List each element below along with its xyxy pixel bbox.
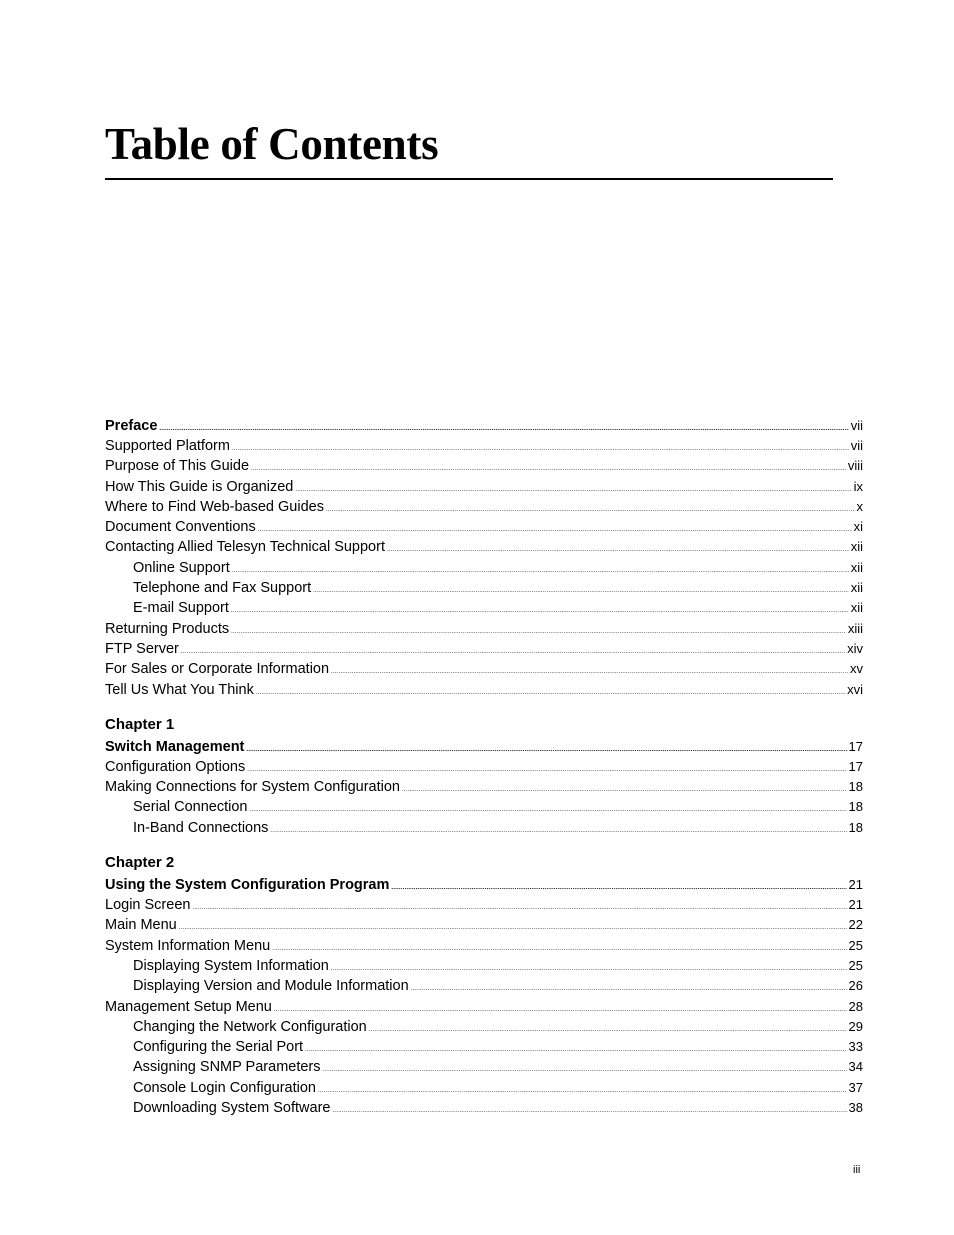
toc-entry[interactable]: [105, 915, 863, 935]
toc-entry[interactable]: [105, 1098, 863, 1118]
toc-entry[interactable]: [105, 436, 863, 456]
toc-entry[interactable]: [105, 456, 863, 476]
dot-leader: [332, 1101, 846, 1121]
toc-entry[interactable]: [105, 578, 863, 598]
toc-entry-page: xii: [850, 539, 863, 555]
toc-entry-page: xii: [850, 600, 863, 616]
toc-entry-page: xii: [850, 559, 863, 575]
toc-entry-label: Tell Us What You Think: [105, 681, 254, 698]
dot-leader: [232, 439, 849, 459]
toc-entry-page: 25: [848, 937, 863, 953]
toc-entry-page: 21: [848, 897, 863, 913]
toc-entry-label: In-Band Connections: [133, 819, 269, 836]
toc-entry[interactable]: [105, 598, 863, 618]
dot-leader: [402, 780, 847, 800]
toc-entry[interactable]: [105, 895, 863, 915]
toc-entry-label: Switch Management: [105, 738, 245, 755]
dot-leader: [305, 1040, 846, 1060]
toc-entry-page: 17: [848, 738, 863, 754]
toc-entry-label: Displaying System Information: [133, 957, 329, 974]
toc-entry-label: Displaying Version and Module Information: [133, 978, 409, 995]
dot-leader: [159, 419, 848, 440]
dot-leader: [179, 918, 847, 938]
toc-entry[interactable]: [105, 936, 863, 956]
toc-entry-page: xvi: [847, 681, 863, 697]
dot-leader: [246, 740, 846, 761]
toc-entry-label: Telephone and Fax Support: [133, 580, 312, 597]
toc-section-chapter-2: [105, 874, 863, 1118]
toc-entry-label: Purpose of This Guide: [105, 458, 250, 475]
toc-entry-page: vii: [850, 438, 863, 453]
toc-entry-page: 18: [848, 779, 863, 795]
toc-entry-label: FTP Server: [105, 640, 179, 657]
toc-entry-label: E-mail Support: [133, 600, 229, 617]
toc-entry[interactable]: [105, 1017, 863, 1037]
toc-entry-page: 17: [848, 758, 863, 774]
toc-entry-label: Returning Products: [105, 620, 230, 637]
toc-entry-page: xii: [850, 580, 863, 596]
toc-entry-page: 34: [848, 1059, 863, 1075]
dot-leader: [295, 480, 851, 500]
toc-entry-label: Assigning SNMP Parameters: [133, 1059, 321, 1076]
toc-entry-label: Document Conventions: [105, 519, 256, 536]
toc-entry[interactable]: [105, 736, 863, 757]
dot-leader: [232, 561, 849, 581]
toc-entry-label: Where to Find Web-based Guides: [105, 498, 324, 515]
toc-entry-label: Downloading System Software: [133, 1100, 331, 1117]
toc-entry[interactable]: [105, 874, 863, 895]
toc-entry-label: Main Menu: [105, 917, 177, 934]
toc-entry[interactable]: [105, 680, 863, 700]
title-rule: [105, 178, 833, 180]
dot-leader: [231, 601, 849, 621]
toc-entry[interactable]: [105, 537, 863, 557]
dot-leader: [256, 683, 845, 703]
toc-entry-page: ix: [853, 478, 863, 494]
dot-leader: [192, 898, 846, 918]
toc-entry[interactable]: [105, 497, 863, 517]
toc-entry-page: 21: [848, 877, 863, 893]
toc-entry[interactable]: [105, 415, 863, 436]
toc-entry[interactable]: [105, 619, 863, 639]
toc-entry[interactable]: [105, 477, 863, 497]
toc-entry-page: 29: [848, 1018, 863, 1034]
dot-leader: [313, 581, 849, 601]
page-number: iii: [853, 1164, 861, 1176]
toc-entry-page: x: [856, 498, 863, 514]
toc-entry-page: 37: [848, 1079, 863, 1095]
dot-leader: [270, 821, 846, 841]
toc-section-preface: [105, 415, 863, 700]
toc-entry-label: Changing the Network Configuration: [133, 1018, 367, 1035]
toc-entry-page: 26: [848, 978, 863, 994]
toc-entry-label: Management Setup Menu: [105, 998, 272, 1015]
toc-entry-label: How This Guide is Organized: [105, 478, 294, 495]
toc-entry-label: Online Support: [133, 559, 230, 576]
toc-entry-label: For Sales or Corporate Information: [105, 661, 330, 678]
toc-entry[interactable]: [105, 976, 863, 996]
toc-entry-label: Preface: [105, 418, 158, 434]
toc-entry-page: xi: [853, 519, 863, 535]
dot-leader: [323, 1060, 847, 1080]
toc-entry-label: Supported Platform: [105, 438, 230, 454]
toc-entry[interactable]: [105, 659, 863, 679]
toc-entry[interactable]: [105, 757, 863, 777]
toc-entry-page: 25: [848, 957, 863, 973]
toc-entry-label: Console Login Configuration: [133, 1079, 316, 1096]
toc-entry-page: viii: [847, 458, 863, 474]
toc-entry[interactable]: [105, 777, 863, 797]
dot-leader: [249, 800, 846, 820]
dot-leader: [387, 540, 849, 560]
toc-entry-label: Configuring the Serial Port: [133, 1039, 304, 1056]
toc-entry[interactable]: [105, 997, 863, 1017]
dot-leader: [411, 979, 847, 999]
dot-leader: [331, 662, 848, 682]
toc-entry-page: xiii: [847, 620, 863, 636]
chapter-heading: Chapter 1: [105, 715, 175, 733]
toc-entry[interactable]: [105, 1057, 863, 1077]
toc-entry-page: 18: [848, 799, 863, 815]
toc-entry-label: Using the System Configuration Program: [105, 877, 390, 894]
toc-entry-page: 38: [848, 1100, 863, 1116]
toc-entry-label: Serial Connection: [133, 799, 248, 816]
toc-entry-label: Login Screen: [105, 897, 191, 914]
toc-entry-page: 28: [848, 998, 863, 1014]
toc-entry[interactable]: [105, 956, 863, 976]
toc-entry-label: Configuration Options: [105, 758, 246, 775]
toc-entry[interactable]: [105, 1078, 863, 1098]
toc-entry[interactable]: [105, 1037, 863, 1057]
dot-leader: [391, 878, 846, 899]
toc-entry[interactable]: [105, 818, 863, 838]
toc-entry-page: xv: [850, 661, 863, 677]
dot-leader: [272, 939, 846, 959]
toc-entry-page: 18: [848, 819, 863, 835]
toc-entry[interactable]: [105, 558, 863, 578]
toc-section-chapter-1: [105, 736, 863, 838]
toc-entry-page: 22: [848, 917, 863, 933]
dot-leader: [369, 1020, 847, 1040]
toc-entry-label: Contacting Allied Telesyn Technical Support: [105, 539, 385, 556]
toc-entry[interactable]: [105, 639, 863, 659]
dot-leader: [251, 459, 846, 479]
toc-entry-page: 33: [848, 1039, 863, 1055]
toc-entry-label: System Information Menu: [105, 937, 271, 954]
toc-entry[interactable]: [105, 797, 863, 817]
page-title: Table of Contents: [105, 119, 439, 169]
chapter-heading: Chapter 2: [105, 854, 175, 872]
toc-entry[interactable]: [105, 517, 863, 537]
toc-entry-page: vii: [850, 418, 863, 433]
dot-leader: [326, 500, 855, 520]
toc-entry-label: Making Connections for System Configuration: [105, 779, 400, 796]
toc: [105, 415, 863, 1118]
dot-leader: [318, 1081, 847, 1101]
dot-leader: [231, 622, 846, 642]
toc-entry-page: xiv: [847, 640, 863, 656]
